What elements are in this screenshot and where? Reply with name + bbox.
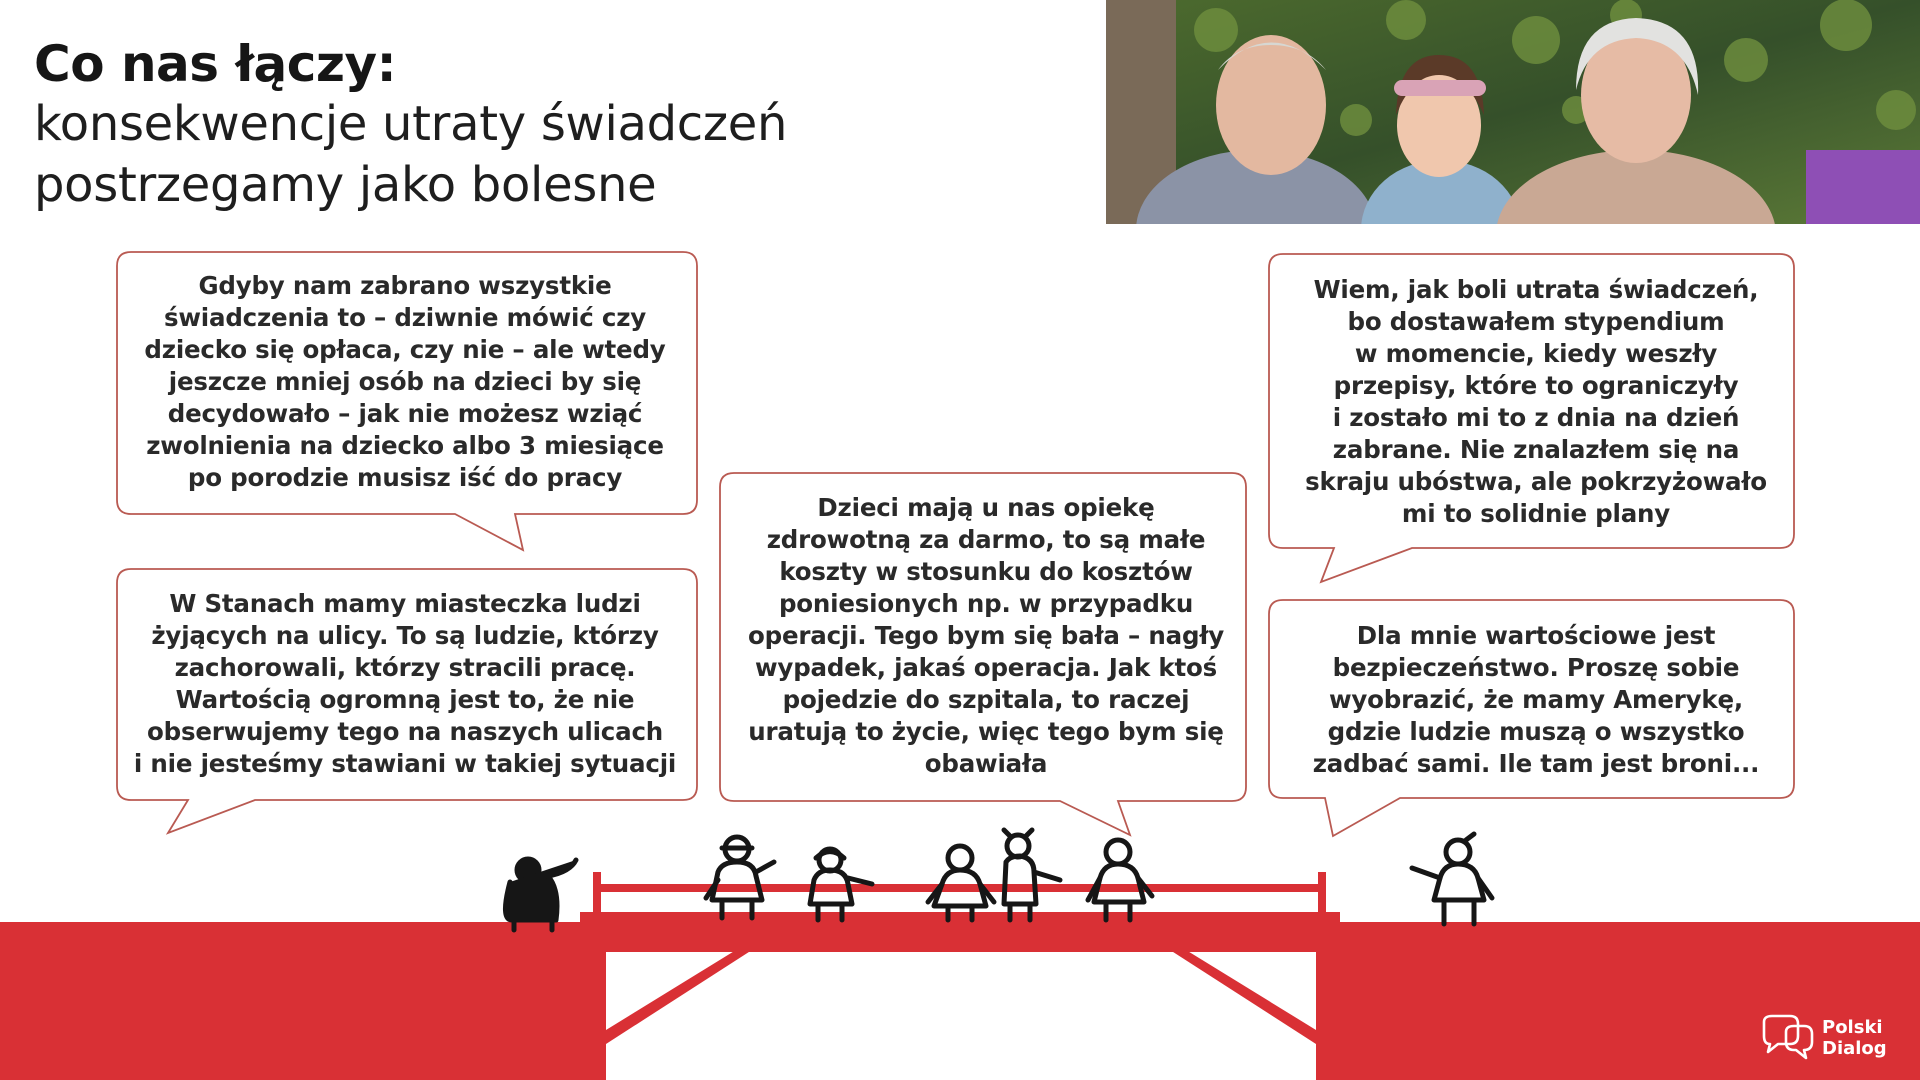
- polski-dialog-logo: [1756, 1014, 1896, 1064]
- quote-line: i nie jesteśmy stawiani w takiej sytuacji: [133, 749, 677, 778]
- quote-line: wypadek, jakaś operacja. Jak ktoś: [754, 653, 1217, 682]
- quote-line: świadczenia to – dziwnie mówić czy: [163, 303, 647, 332]
- quote-line: Gdyby nam zabrano wszystkie: [198, 271, 612, 300]
- quote-line: zachorowali, którzy stracili pracę.: [174, 653, 636, 682]
- quote-line: koszty w stosunku do kosztów: [779, 557, 1193, 586]
- quote-line: po porodzie musisz iść do pracy: [187, 463, 623, 492]
- person-figure-4: [928, 846, 994, 920]
- quote-line: wyobrazić, że mamy Amerykę,: [1328, 685, 1744, 714]
- quote-line: gdzie ludzie muszą o wszystko: [1327, 717, 1745, 746]
- logo-text: [1822, 1017, 1887, 1059]
- page-subtitle-line-1: konsekwencje utraty świadczeń: [34, 96, 788, 152]
- quote-line: bezpieczeństwo. Proszę sobie: [1332, 653, 1740, 682]
- quote-line: zwolnienia na dziecko albo 3 miesiące: [146, 431, 664, 460]
- quote-line: zdrowotną za darmo, to są małe: [766, 525, 1206, 554]
- page-title: Co nas łączy:: [34, 35, 397, 93]
- quote-line: jeszcze mniej osób na dzieci by się: [168, 367, 642, 396]
- quote-line: bo dostawałem stypendium: [1347, 307, 1725, 336]
- quote-line: pojedzie do szpitala, to raczej: [782, 685, 1190, 714]
- quote-line: skraju ubóstwa, ale pokrzyżowało: [1305, 467, 1767, 496]
- quote-line: obawiała: [924, 749, 1048, 778]
- quote-text-2: [124, 588, 686, 780]
- quote-line: Wartością ogromną jest to, że nie: [175, 685, 635, 714]
- person-figure-5: [1004, 830, 1060, 920]
- quote-line: obserwujemy tego na naszych ulicach: [146, 717, 664, 746]
- quote-line: operacji. Tego bym się bała – nagły: [747, 621, 1224, 650]
- quote-line: zadbać sami. Ile tam jest broni...: [1312, 749, 1760, 778]
- quote-line: poniesionych np. w przypadku: [778, 589, 1194, 618]
- quote-text-5: [1278, 620, 1794, 780]
- person-figure-7: [1412, 834, 1492, 924]
- logo-line-1: Polski: [1822, 1017, 1883, 1038]
- person-figure-1: [505, 859, 576, 930]
- quote-line: i zostało mi to z dnia na dzień: [1332, 403, 1740, 432]
- page-subtitle-line-2: postrzegamy jako bolesne: [34, 157, 657, 213]
- person-figure-6: [1088, 840, 1152, 920]
- quote-line: W Stanach mamy miasteczka ludzi: [169, 589, 641, 618]
- bridge-illustration: [0, 872, 1920, 1080]
- quote-text-4: [1278, 274, 1794, 530]
- quote-line: Dla mnie wartościowe jest: [1356, 621, 1716, 650]
- quote-line: przepisy, które to ograniczyły: [1333, 371, 1739, 400]
- quote-line: uratują to życie, więc tego bym się: [748, 717, 1224, 746]
- quote-line: zabrane. Nie znalazłem się na: [1332, 435, 1740, 464]
- quote-line: w momencie, kiedy weszły: [1354, 339, 1718, 368]
- quote-line: decydowało – jak nie możesz wziąć: [167, 399, 643, 428]
- quote-text-1: [124, 270, 686, 494]
- quote-line: Wiem, jak boli utrata świadczeń,: [1313, 275, 1759, 304]
- person-figure-2: [706, 837, 774, 918]
- quote-line: dziecko się opłaca, czy nie – ale wtedy: [144, 335, 666, 364]
- quote-text-3: [726, 492, 1246, 780]
- quote-line: Dzieci mają u nas opiekę: [817, 493, 1155, 522]
- logo-line-2: Dialog: [1822, 1038, 1887, 1059]
- quote-line: mi to solidnie plany: [1401, 499, 1671, 528]
- quote-line: żyjących na ulicy. To są ludzie, którzy: [151, 621, 659, 650]
- speech-bubbles-icon: [1756, 1014, 1816, 1064]
